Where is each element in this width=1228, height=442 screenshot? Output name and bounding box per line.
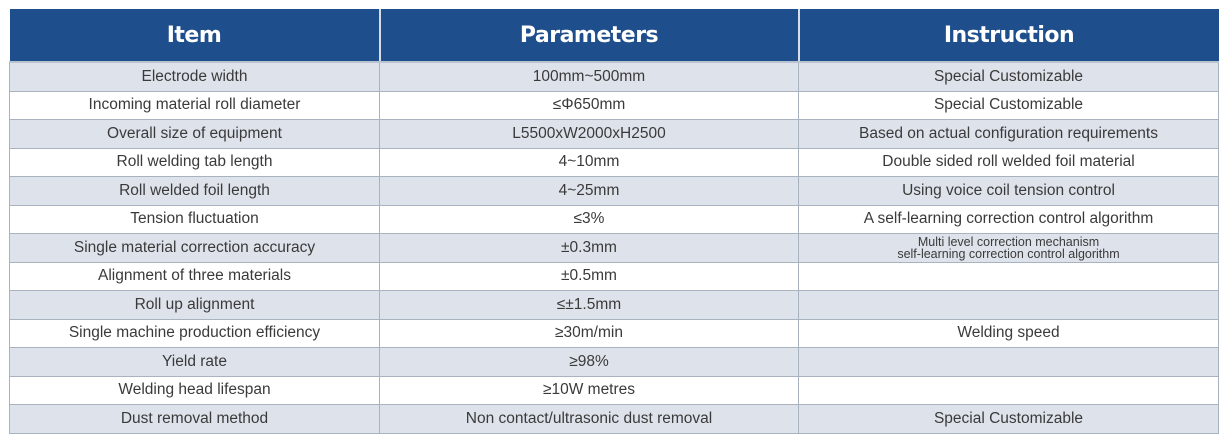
item-cell: Tension fluctuation — [10, 205, 380, 234]
item-cell: Alignment of three materials — [10, 262, 380, 291]
parameter-cell: L5500xW2000xH2500 — [380, 120, 799, 149]
item-cell: Roll up alignment — [10, 291, 380, 320]
parameter-cell: ≤±1.5mm — [380, 291, 799, 320]
instruction-cell: A self-learning correction control algorithm — [799, 205, 1219, 234]
item-cell: Dust removal method — [10, 405, 380, 434]
table-row — [10, 62, 1219, 91]
table-row — [10, 319, 1219, 348]
instruction-cell: Special Customizable — [799, 405, 1219, 434]
table-row — [10, 234, 1219, 263]
parameter-cell: ≥98% — [380, 348, 799, 377]
item-cell: Yield rate — [10, 348, 380, 377]
parameter-cell: 4~10mm — [380, 148, 799, 177]
table-row — [10, 348, 1219, 377]
table-row — [10, 91, 1219, 120]
spec-table — [9, 9, 1219, 434]
table-row — [10, 120, 1219, 149]
header-item: Item — [10, 9, 380, 62]
parameter-cell: ≤3% — [380, 205, 799, 234]
instruction-cell: Special Customizable — [799, 91, 1219, 120]
item-cell: Single machine production efficiency — [10, 319, 380, 348]
instruction-cell: Based on actual configuration requirements — [799, 120, 1219, 149]
instruction-cell: Using voice coil tension control — [799, 177, 1219, 206]
parameter-cell: ≤Φ650mm — [380, 91, 799, 120]
item-cell: Overall size of equipment — [10, 120, 380, 149]
item-cell: Electrode width — [10, 62, 380, 91]
item-cell: Welding head lifespan — [10, 376, 380, 405]
item-cell: Single material correction accuracy — [10, 234, 380, 263]
item-cell: Incoming material roll diameter — [10, 91, 380, 120]
instruction-cell — [799, 291, 1219, 320]
table-row — [10, 177, 1219, 206]
table-row — [10, 291, 1219, 320]
instruction-cell: Double sided roll welded foil material — [799, 148, 1219, 177]
table-row — [10, 148, 1219, 177]
table-row — [10, 376, 1219, 405]
instruction-cell — [799, 348, 1219, 377]
parameter-cell: 4~25mm — [380, 177, 799, 206]
parameter-cell: ≥10W metres — [380, 376, 799, 405]
table-row — [10, 405, 1219, 434]
parameter-cell: ±0.5mm — [380, 262, 799, 291]
instruction-cell — [799, 262, 1219, 291]
instruction-cell: Multi level correction mechanism self-learning correction control algorithm — [799, 234, 1219, 263]
item-cell: Roll welding tab length — [10, 148, 380, 177]
parameter-cell: Non contact/ultrasonic dust removal — [380, 405, 799, 434]
table-row — [10, 205, 1219, 234]
parameter-cell: ≥30m/min — [380, 319, 799, 348]
instruction-cell: Welding speed — [799, 319, 1219, 348]
header-row — [10, 9, 1219, 62]
item-cell: Roll welded foil length — [10, 177, 380, 206]
parameter-cell: 100mm~500mm — [380, 62, 799, 91]
instruction-cell — [799, 376, 1219, 405]
instruction-cell: Special Customizable — [799, 62, 1219, 91]
header-parameters: Parameters — [380, 9, 799, 62]
parameter-cell: ±0.3mm — [380, 234, 799, 263]
table-row — [10, 262, 1219, 291]
header-instruction: Instruction — [799, 9, 1219, 62]
